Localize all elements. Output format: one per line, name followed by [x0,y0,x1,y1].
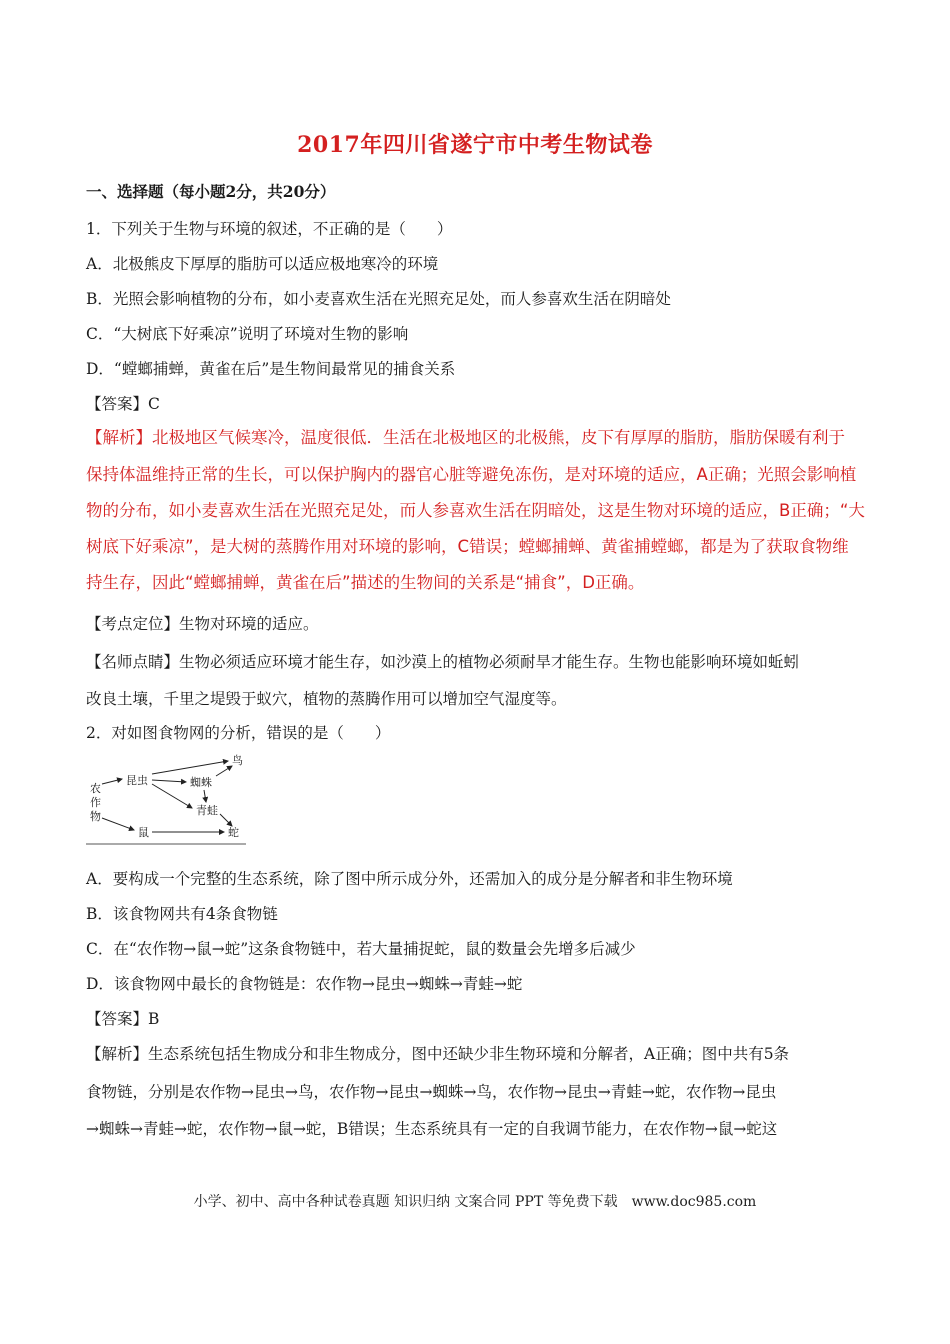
q2-analysis-line: 【解析】生态系统包括生物成分和非生物成分，图中还缺少非生物环境和分解者，A正确；图中共有5条 [86,1045,790,1063]
q1-analysis-line: 【解析】北极地区气候寒冷，温度很低．生活在北极地区的北极熊，皮下有厚厚的脂肪，脂肪保暖有利于 [86,428,845,447]
q1-analysis-line: 持生存，因此“螳螂捕蝉，黄雀在后”描述的生物间的关系是“捕食”，D正确。 [86,573,645,592]
q1-tips-line: 改良土壤，千里之堤毁于蚁穴，植物的蒸腾作用可以增加空气湿度等。 [86,690,567,708]
q2-option-a: A．要构成一个完整的生态系统，除了图中所示成分外，还需加入的成分是分解者和非生物环境 [86,870,733,888]
q1-option-c: C．“大树底下好乘凉”说明了环境对生物的影响 [86,325,409,343]
arrow-spider-frog [204,790,206,802]
footer-text: 小学、初中、高中各种试卷真题 知识归纳 文案合同 PPT 等免费下载 www.doc985.com [193,1194,757,1210]
bird-label: 鸟 [232,754,243,767]
arrow-insect-spider [152,780,186,782]
arrow-spider-bird [216,766,232,776]
q2-analysis-line: →蜘蛛→青蛙→蛇，农作物→鼠→蛇，B错误；生态系统具有一定的自我调节能力，在农作物→鼠→蛇这 [86,1120,778,1138]
q2-option-b: B．该食物网共有4条食物链 [86,905,278,923]
arrow-insect-frog [152,784,192,808]
q1-analysis-line: 树底下好乘凉”，是大树的蒸腾作用对环境的影响，C错误；螳螂捕蝉、黄雀捕螳螂，都是为了获取食物维 [86,537,849,556]
mouse-label: 鼠 [138,826,149,839]
q1-analysis-line: 保持体温维持正常的生长，可以保护胸内的器官心脏等避免冻伤，是对环境的适应，A正确；光照会影响植 [86,465,857,484]
snake-label: 蛇 [228,826,239,839]
q1-tips-line: 【名师点睛】生物必须适应环境才能生存，如沙漠上的植物必须耐旱才能生存。生物也能影响环境如蚯蚓 [86,653,800,671]
section-heading: 一、选择题（每小题2分，共20分） [86,182,336,201]
crop-label: 农作物 [90,782,101,823]
q2-option-d: D．该食物网中最长的食物链是：农作物→昆虫→蜘蛛→青蛙→蛇 [86,975,523,993]
q2-stem: 2．对如图食物网的分析，错误的是（ ） [86,724,391,742]
arrow-insect-bird [152,761,228,774]
insect-label: 昆虫 [126,774,148,787]
q1-option-a: A．北极熊皮下厚厚的脂肪可以适应极地寒冷的环境 [86,255,439,273]
spider-label: 蜘蛛 [190,776,212,789]
frog-label: 青蛙 [196,804,218,817]
arrow-crop-insect [102,779,122,784]
q1-analysis-line: 物的分布，如小麦喜欢生活在光照充足处，而人参喜欢生活在阴暗处，这是生物对环境的适应，B正确；“大 [86,501,865,520]
q1-answer: 【答案】C [86,395,160,413]
q2-option-c: C．在“农作物→鼠→蛇”这条食物链中，若大量捕捉蛇，鼠的数量会先增多后减少 [86,940,636,958]
page-title: 2017年四川省遂宁市中考生物试卷 [297,132,653,158]
q1-option-d: D．“螳螂捕蝉，黄雀在后”是生物间最常见的捕食关系 [86,360,456,378]
food-web-diagram [86,752,248,846]
q1-stem: 1．下列关于生物与环境的叙述，不正确的是（ ） [86,220,453,238]
q1-option-b: B．光照会影响植物的分布，如小麦喜欢生活在光照充足处，而人参喜欢生活在阴暗处 [86,290,671,308]
q2-answer: 【答案】B [86,1010,160,1028]
q1-point: 【考点定位】生物对环境的适应。 [86,615,319,633]
arrow-frog-snake [220,814,232,826]
arrow-crop-mouse [102,818,134,830]
q2-analysis-line: 食物链，分别是农作物→昆虫→鸟，农作物→昆虫→蜘蛛→鸟，农作物→昆虫→青蛙→蛇，农作物→昆虫 [86,1083,777,1101]
